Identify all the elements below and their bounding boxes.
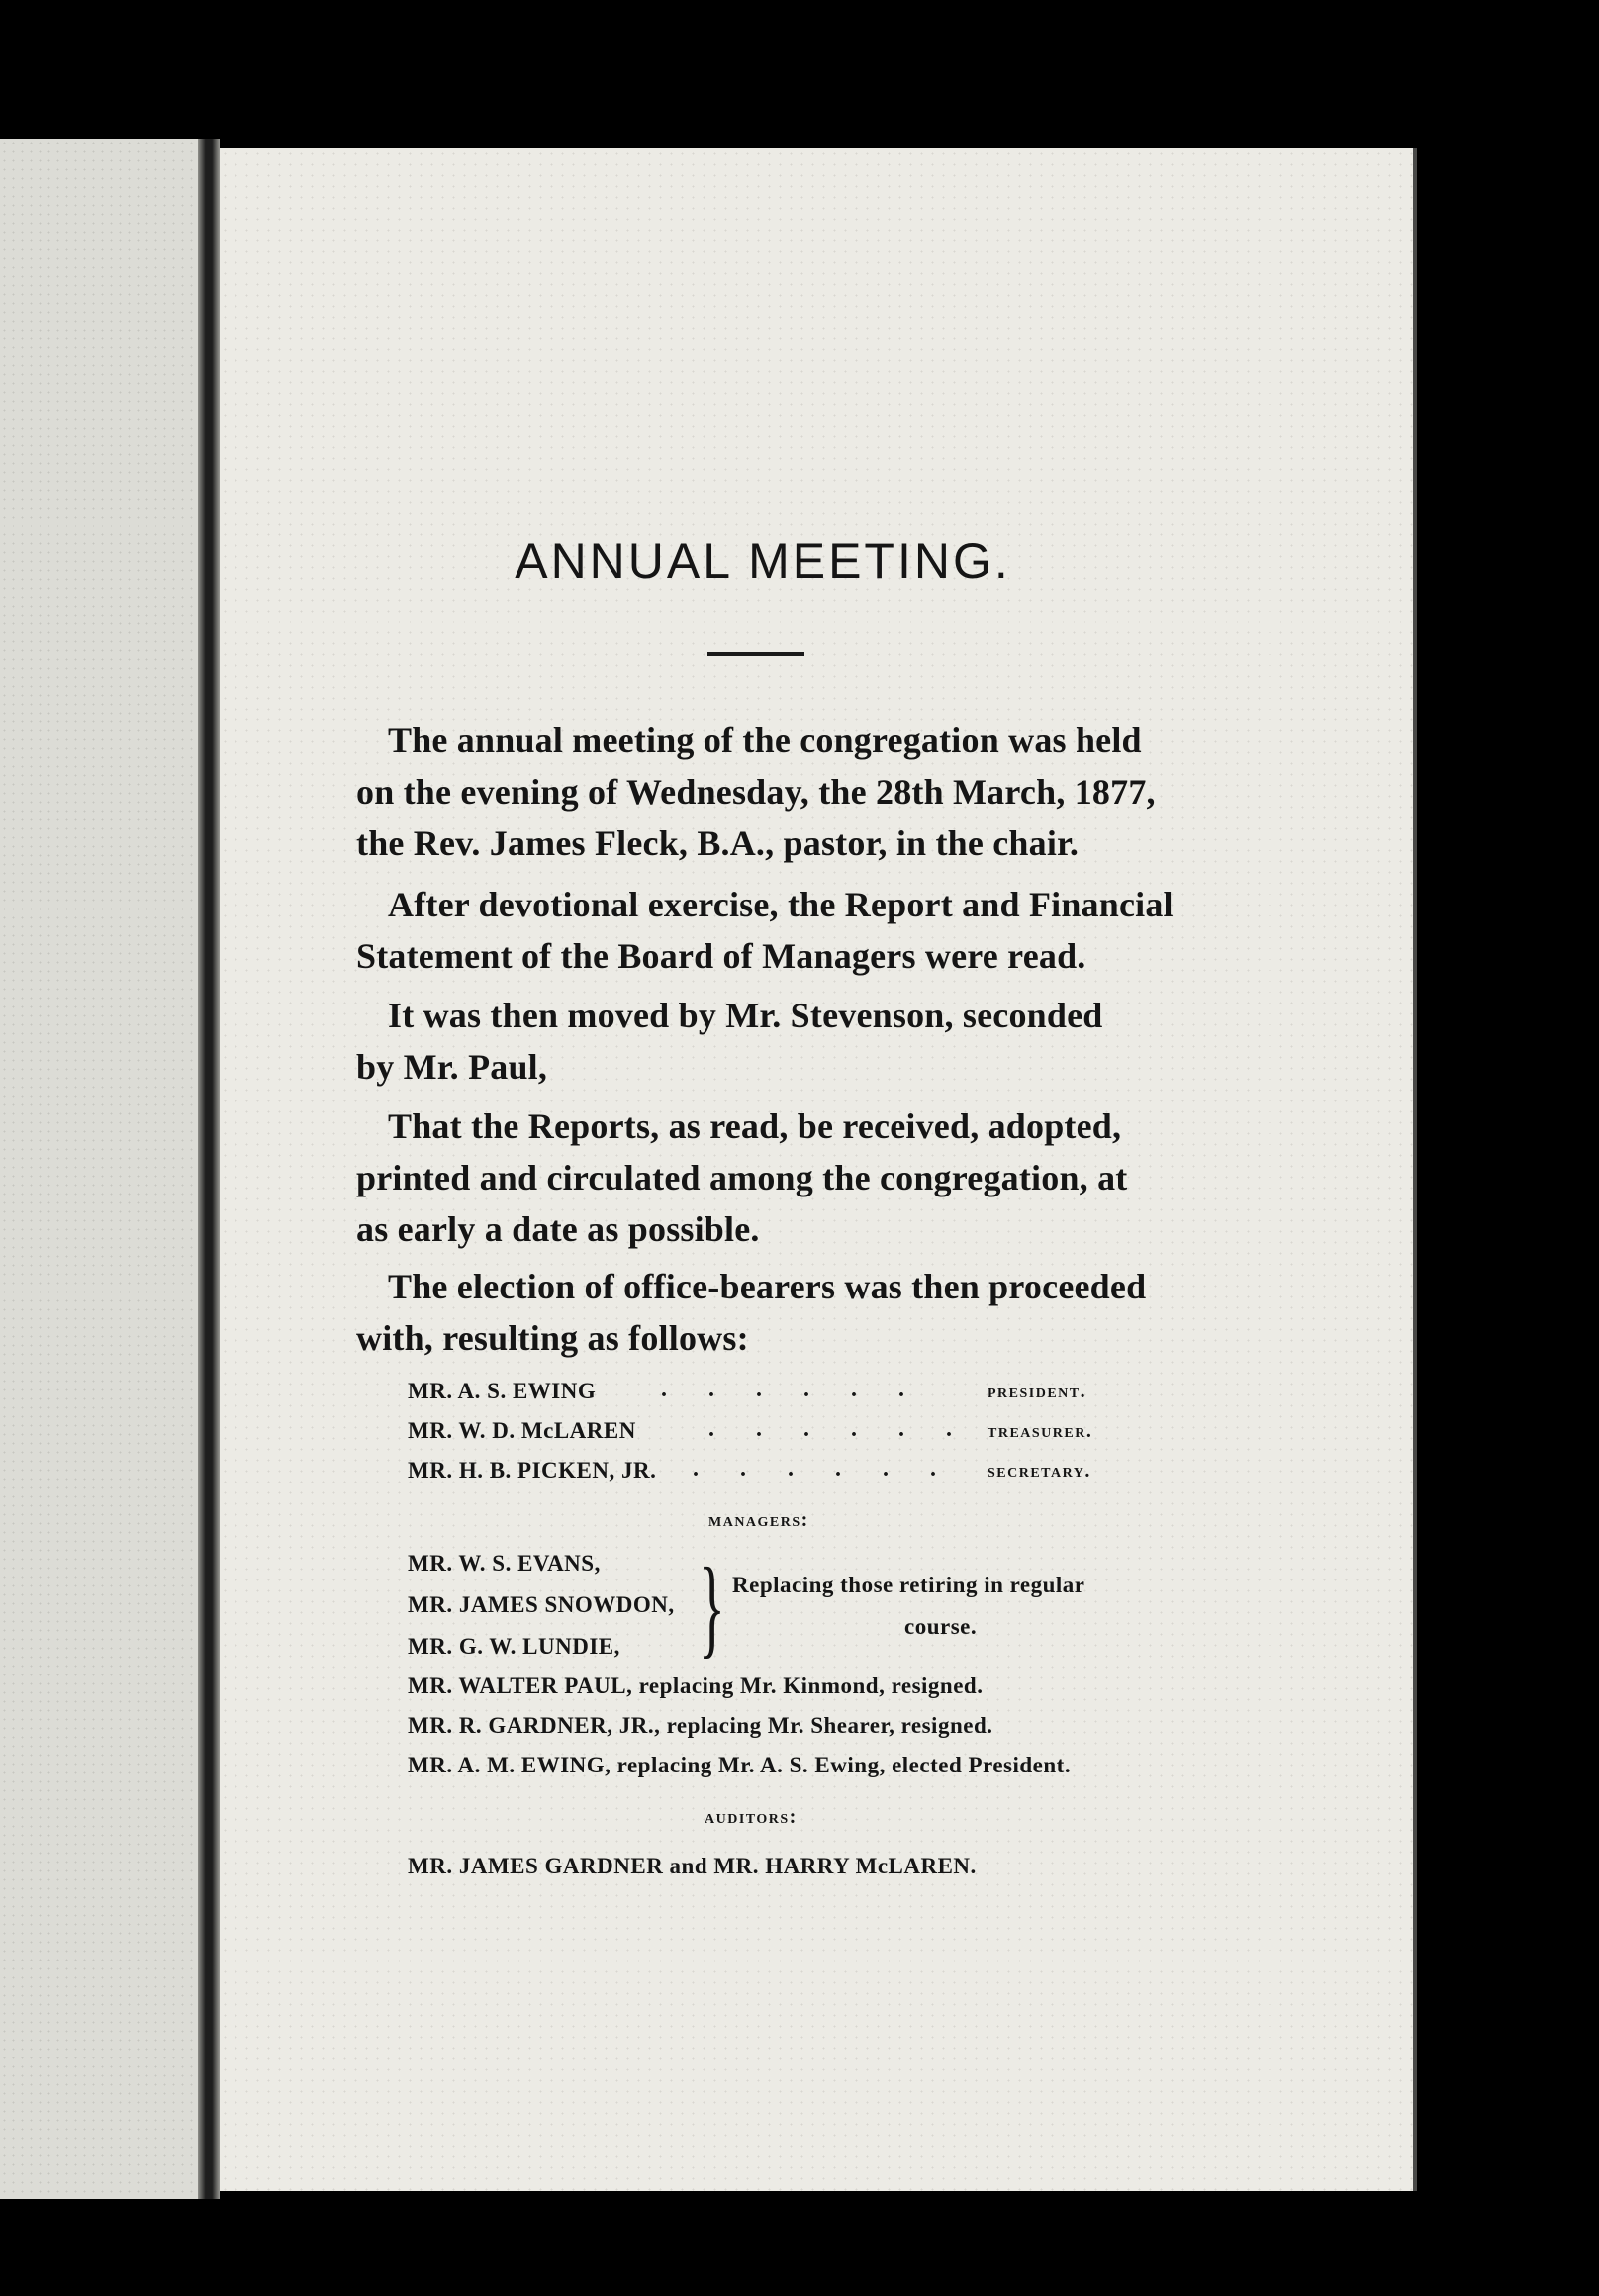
auditors-names: MR. JAMES GARDNER and MR. HARRY McLAREN. (408, 1854, 977, 1878)
replacement-line (408, 1753, 1071, 1778)
paragraph-line: After devotional exercise, the Report and Financial (388, 885, 1174, 924)
auditors-heading: auditors: (705, 1806, 798, 1828)
paragraph-line: That the Reports, as read, be received, adopted, (388, 1106, 1122, 1146)
manager-name: MR. JAMES SNOWDON, (408, 1592, 675, 1617)
paragraph-line: Statement of the Board of Managers were read. (356, 936, 1086, 976)
paragraph-line: as early a date as possible. (356, 1209, 760, 1249)
facing-page-left (0, 139, 210, 2199)
page-edge-shadow (1413, 148, 1417, 2191)
replacement-text: replacing Mr. Kinmond, resigned. (638, 1674, 984, 1698)
replacement-name: MR. R. GARDNER, JR., (408, 1713, 661, 1738)
managers-note: course. (904, 1614, 978, 1639)
paragraph-line: It was then moved by Mr. Stevenson, seconded (388, 996, 1103, 1035)
paragraph-line: the Rev. James Fleck, B.A., pastor, in the chair. (356, 823, 1080, 863)
title-rule (707, 652, 804, 656)
book-gutter (198, 139, 220, 2199)
paragraph-line: by Mr. Paul, (356, 1047, 548, 1087)
officer-title: secretary. (988, 1460, 1091, 1482)
officer-title: president. (988, 1381, 1087, 1402)
managers-heading: managers: (708, 1509, 809, 1531)
replacement-line (408, 1674, 983, 1699)
leader-dots: . . . . . . (708, 1416, 970, 1442)
replacement-name: MR. A. M. EWING, (408, 1753, 611, 1777)
managers-note: Replacing those retiring in regular (732, 1573, 1085, 1597)
officer-name: MR. A. S. EWING (408, 1379, 597, 1403)
replacement-text: replacing Mr. Shearer, resigned. (666, 1713, 993, 1738)
leader-dots: . . . . . . (661, 1377, 922, 1402)
brace-symbol: } (699, 1546, 725, 1669)
paragraph-line: on the evening of Wednesday, the 28th March, 1877, (356, 772, 1156, 812)
paragraph-line: printed and circulated among the congregation, at (356, 1158, 1128, 1197)
paragraph-line: The annual meeting of the congregation was held (388, 720, 1142, 760)
page-title: ANNUAL MEETING. (515, 533, 1011, 589)
paragraph-line: with, resulting as follows: (356, 1318, 749, 1358)
replacement-text: replacing Mr. A. S. Ewing, elected President. (616, 1753, 1072, 1777)
replacement-line (408, 1713, 992, 1739)
leader-dots: . . . . . . (693, 1456, 954, 1482)
replacement-name: MR. WALTER PAUL, (408, 1674, 633, 1698)
manager-name: MR. W. S. EVANS, (408, 1551, 601, 1576)
officer-name: MR. W. D. McLAREN (408, 1418, 636, 1443)
officer-title: treasurer. (988, 1420, 1093, 1442)
paragraph-line: The election of office-bearers was then proceeded (388, 1267, 1147, 1306)
officer-name: MR. H. B. PICKEN, JR. (408, 1458, 657, 1483)
manager-name: MR. G. W. LUNDIE, (408, 1634, 620, 1659)
